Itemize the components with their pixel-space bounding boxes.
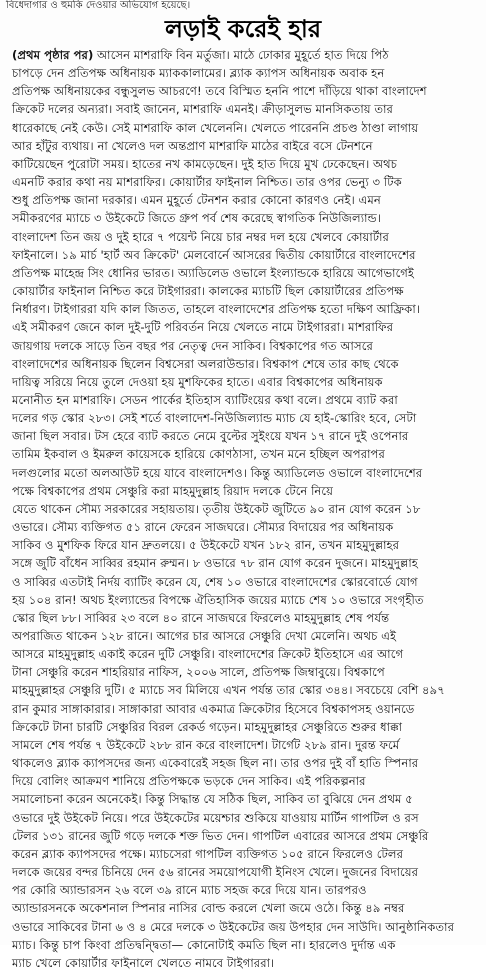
article-line-text: শুধু প্রতিপক্ষ জানা দরকার। এমন মুহূর্তে টেনশন করার কোনো কারণও নেই। এমন (12, 193, 381, 208)
article-line (12, 881, 474, 899)
article-line-text: ধারেকাছে নেই কেউ। সেই মাশরাফি কাল খেলেননি। খেলতে পারেননি প্রচণ্ড ঠাণ্ডা লাগায় (12, 120, 419, 135)
article-line-text: দিয়ে বোলিং আক্রমণ শানিয়ে প্রতিপক্ষকে ভড়কে দেন সাকিব। এই পরিকল্পনার (12, 774, 366, 789)
article-line (12, 863, 474, 881)
article-line (12, 100, 474, 118)
article-line-text: মাহমুদুল্লাহর সেঞ্চুরি দুটি। ৫ ম্যাচে সব মিলিয়ে এখন পর্যন্ত তার স্কোর ৩৪৪। সবচেয়ে বেশি ৪৯৭ (12, 683, 445, 698)
article-line-text: নির্ধারণ। টাইগাররা যদি কাল জিতত, তাহলে বাংলাদেশের প্রতিপক্ষ হতো দক্ষিণ আফ্রিকা। (12, 302, 420, 317)
article-line-text: পক্ষে বিশ্বকাপের প্রথম সেঞ্চুরি করা মাহমুদুল্লাহ রিয়াদ দলকে টেনে নিয়ে (12, 483, 333, 498)
article-line-text: অপরাজিত থাকেন ১২৮ রানে। আগের চার আসরে সেঞ্চুরি দেখা মেলেনি। অথচ এই (12, 629, 397, 643)
article-line-text: আসরে মাহমুদুল্লাহ একাই করেন দুটি সেঞ্চুরি। বাংলাদেশের ক্রিকেট ইতিহাসে এর আগে (12, 647, 404, 662)
article-line-text: থাকলেও ব্ল্যাক ক্যাপসদের জন্য একেবারেই সহজ ছিল না। তার ওপর দুই বাঁ হাতি স্পিনার (12, 756, 419, 771)
article-line-text: রান কুমার সাঙ্গাকারার। সাঙ্গাকারা আবার একমাত্র ক্রিকেটার হিসেবে বিশ্বকাপসহ ওয়ানডে (12, 701, 415, 716)
article-line-text: বাংলাদেশ তিন জয় ও দুই হারে ৭ পয়েন্ট নিয়ে চার নম্বর দল হয়ে খেলবে কোয়ার্টার (12, 229, 389, 244)
article-line-text: এই সমীকরণ জেনে কাল দুই-দুটি পরিবর্তন নিয়ে খেলতে নামে টাইগাররা। মাশরাফির (12, 320, 394, 335)
article-line (12, 82, 474, 100)
article-line (12, 264, 474, 282)
article-line-text: জায়গায় দলকে সাড়ে তিন বছর পর নেতৃত্ব দেন সাকিব। বিশ্বকাপের গত আসরে (12, 338, 373, 353)
article-line-text: আর হাঁটুর ব্যথায়। না খেলেও দল অন্তপ্রাণ মাশরাফি মাঠের বাইরে বসে টেনশনে (12, 138, 373, 153)
article-line (12, 46, 474, 64)
article-line (12, 500, 474, 518)
article-line (12, 282, 474, 300)
article-line-text: আসেন মাশরাফি বিন মর্তুজা। মাঠে ঢোকার মুহূর্তে হাত দিয়ে পিঠ (93, 48, 389, 62)
article-line (12, 609, 474, 627)
article-line (12, 427, 474, 445)
article-line (12, 645, 474, 663)
article-line (12, 936, 474, 954)
article-line (12, 137, 474, 155)
article-line-text: সঙ্গে জুটি বাঁধেন সাব্বির রহমান রুম্মন। ৮ ওভারে ৭৮ রান যোগ করেন দুজনে। মাহমুদুল্লাহ (12, 556, 418, 571)
article-line-text: সমীকরণের ম্যাচে ৩ উইকেটে জিতে গ্রুপ পর্ব শেষ করেছে স্বাগতিক নিউজিল্যান্ড। (12, 211, 382, 226)
article-line (12, 228, 474, 246)
article-line-text: কোয়ার্টার ফাইনাল নিশ্চিত করে টাইগাররা। কালকের ম্যাচটি ছিল কোয়ার্টারের প্রতিপক্ষ (12, 284, 404, 299)
previous-article-fragment: বিধেদাগার ও হুমকি দেওয়ার অভিযোগ হয়েছে। (6, 0, 191, 11)
article-line (12, 918, 474, 936)
article-line (12, 718, 474, 736)
article-line-text: ওভারে সাকিবের টানা ৬ ও ৪ মেরে দলকে ৩ উইকেটের জয় উপহার দেন সাউদি। আনুষ্ঠানিকতার (12, 919, 454, 934)
article-line-text: ম্যাচ খেলে কোয়ার্টার ফাইনালে খেলতে নামবে টাইগাররা। (12, 955, 275, 970)
article-line (12, 355, 474, 373)
article-line (12, 391, 474, 409)
article-line (12, 173, 474, 191)
article-line-text: যেতে থাকেন সৌম্য সরকারের সহায়তায়। তৃতীয় উইকেট জুটিতে ৯০ রান যোগ করেন ১৮ (12, 501, 421, 516)
article-line (12, 736, 474, 754)
article-line-text: সমালোচনা করেন অনেকেই। কিন্তু সিদ্ধান্ত যে সঠিক ছিল, সাকিব তা বুঝিয়ে দেন প্রথম ৫ (12, 792, 413, 807)
article-line (12, 119, 474, 137)
article-line (12, 318, 474, 336)
article-line-text: অ্যান্ডারসনকে অকেশনাল স্পিনার নাসির বোল্ড করলে খেলা জমে ওঠে। কিন্তু ৪৯ নম্বর (12, 901, 405, 916)
article-line (12, 845, 474, 863)
article-line-text: প্রতিপক্ষ মাহেন্দ্র সিং ধোনির ভারত। অ্যাডিলেড ওভালে ইংল্যান্ডকে হারিয়ে আগেভাগেই (12, 265, 415, 280)
article-line (12, 809, 474, 827)
article-line-text: পর কোরি অ্যান্ডারসন ২৬ বলে ৩৯ রানে ম্যাচ সহজ করে দিয়ে যান। তারপরও (12, 883, 367, 898)
article-line (12, 790, 474, 808)
article-line (12, 573, 474, 591)
article-line (12, 754, 474, 772)
article-line (12, 482, 474, 500)
article-line (12, 337, 474, 355)
article-line-text: কাটিয়েছেন পুরোটা সময়। হাতের নখ কামড়েছেন। দুই হাত দিয়ে মুখ ঢেকেছেন। অথচ (12, 156, 397, 171)
article-line-text: বাংলাদেশের অধিনায়ক ছিলেন বিশ্বসেরা অলরাউন্ডার। বিশ্বকাপ শেষে তার কাছ থেকে (12, 356, 399, 371)
article-line (12, 209, 474, 227)
article-line-text: প্রতিপক্ষ অধিনায়কের বন্ধুসুলভ আচরণে! তবে বিস্মিত হননি পাশে দাঁড়িয়ে থাকা বাংলাদেশ (12, 84, 427, 99)
article-line (12, 155, 474, 173)
article-line-text: জানা ছিল সবার। টস হেরে ব্যাট করতে নেমে বুল্টের সুইংয়ে যখন ১৭ রানে দুই ওপেনার (12, 429, 409, 444)
article-line (12, 64, 474, 82)
article-line (12, 627, 474, 645)
article-line (12, 681, 474, 699)
article-line-text: ফাইনালে। ১৯ মার্চ 'হার্ট অব ক্রিকেট' মেলবোর্নে আসরের দ্বিতীয় কোয়ার্টারে বাংলাদেশের (12, 247, 416, 262)
article-line (12, 464, 474, 482)
article-line-text: ও সাব্বির এতটাই নির্দয় ব্যাটিং করেন যে, শেষ ১০ ওভারে বাংলাদেশের স্কোরবোর্ডে যোগ (12, 574, 418, 589)
article-line-text: মনোনীত হন মাশরাফি। সেডন পার্কের ইতিহাস ব্যাটিংয়ের কথা বলে। প্রথমে ব্যাট করা (12, 392, 398, 407)
article-line-text: হয় ১০৪ রান! অথচ ইংল্যান্ডের বিপক্ষে ঐতিহাসিক জয়ের ম্যাচে শেষ ১০ ওভারে সংগৃহীত (12, 592, 424, 607)
article-line-text: করেন ব্ল্যাক ক্যাপসদের পক্ষে। ম্যাচসেরা গাপটিল ব্যক্তিগত ১০৫ রানে ফিরলেও টেলর (12, 846, 404, 861)
article-line-text: ওভারে দুই উইকেট নিয়ে। পরে উইকেটের ময়েশ্চার শুকিয়ে যাওয়ায় মার্টিন গাপটিল ও রস (12, 810, 419, 825)
article-line (12, 191, 474, 209)
article-line-text: দলগুলোর মতো অলআউট হয়ে যাবে বাংলাদেশও। কিন্তু অ্যাডিলেড ওভালে বাংলাদেশের (12, 465, 423, 480)
article-line-text: দলকে জয়ের বন্দর চিনিয়ে দেন ৫৬ রানের সময়োপযোগী ইনিংস খেলে। দুজনের বিদায়ের (12, 865, 419, 880)
article-line-text: টেলর ১৩১ রানের জুটি গড়ে দলকে শক্ত ভিত দেন। গাপটিল এবারের আসরে প্রথম সেঞ্চুরি (12, 828, 429, 843)
article-line (12, 772, 474, 790)
article-line (12, 518, 474, 536)
article-line (12, 954, 474, 972)
article-line-text: ম্যাচ। কিন্তু চাপ কিংবা প্রতিদ্বন্দ্বিতা— কোনোটাই কমতি ছিল না। হারলেও দুর্দান্ত এক (12, 937, 396, 952)
article-line-text: তামিম ইকবাল ও ইমরুল কায়েসকে হারিয়ে কোণঠাসা, তখন মনে হচ্ছিল অপরাপর (12, 447, 385, 462)
article-line-text: ওভারে। সৌম্য ব্যক্তিগত ৫১ রানে ফেরেন সাজঘরে। সৌম্যর বিদায়ের পর অধিনায়ক (12, 520, 394, 535)
article-line-text: সাকিব ও মুশফিক ফিরে যান দ্রুতলয়ে। ৫ উইকেটে যখন ১৮২ রান, তখন মাহমুদুল্লাহর (12, 538, 400, 553)
article-line (12, 663, 474, 681)
article-line (12, 300, 474, 318)
article-line (12, 409, 474, 427)
article-line (12, 554, 474, 572)
article-line-text: স্কোর ছিল ৮৮। সাব্বির ২৩ বলে ৪০ রানে সাজঘরে ফিরলেও মাহমুদুল্লাহ শেষ পর্যন্ত (12, 610, 390, 625)
article-line (12, 827, 474, 845)
article-line (12, 445, 474, 463)
article-body (12, 46, 474, 970)
article-line (12, 591, 474, 609)
article-line-text: সামলে শেষ পর্যন্ত ৭ উইকেটে ২৮৮ রান করে বাংলাদেশ। টার্গেট ২৮৯ রান। দুরন্ত ফর্মে (12, 737, 400, 752)
article-line-text: দলের গড় স্কোর ২৮৩। সেই শর্তে বাংলাদেশ-নিউজিল্যান্ড ম্যাচ যে হাই-স্কোরিং হবে, সেটা (12, 411, 417, 426)
article-line (12, 536, 474, 554)
article-line-text: চাপড়ে দেন প্রতিপক্ষ অধিনায়ক ম্যাককালামের। ব্ল্যাক ক্যাপস অধিনায়ক অবাক হন (12, 66, 385, 81)
article-headline: লড়াই করেই হার (164, 15, 322, 43)
article-line-text: এমনটি করার কথা নয় মাশরাফির। কোয়ার্টার ফাইনাল নিশ্চিত। তার ওপর ভেন্যু ৩ টিক (12, 175, 402, 190)
article-line (12, 899, 474, 917)
article-line-text: ক্রিকেট দলের অন্যরা। সবাই জানেন, মাশরাফি এমনই। ক্রীড়াসুলভ মানসিকতায় তার (12, 102, 393, 117)
continued-from-front-page-label: (প্রথম পৃষ্ঠার পর) (12, 48, 94, 62)
article-line (12, 246, 474, 264)
article-line (12, 373, 474, 391)
article-line-text: ক্রিকেটে টানা চারটি সেঞ্চুরির বিরল রেকর্ড গড়েন। মাহমুদুল্লাহর সেঞ্চুরিতে শুরুর ধাক্কা (12, 719, 403, 734)
article-line (12, 700, 474, 718)
article-line-text: টানা সেঞ্চুরি করেন শাহরিয়ার নাফিস, ২০০৬ সালে, প্রতিপক্ষ জিম্বাবুয়ে। বিশ্বকাপে (12, 665, 385, 680)
article-line-text: দায়িত্ব সরিয়ে নিয়ে তুলে দেওয়া হয় মুশফিকের হাতে। এবার বিশ্বকাপের অধিনায়ক (12, 374, 383, 389)
